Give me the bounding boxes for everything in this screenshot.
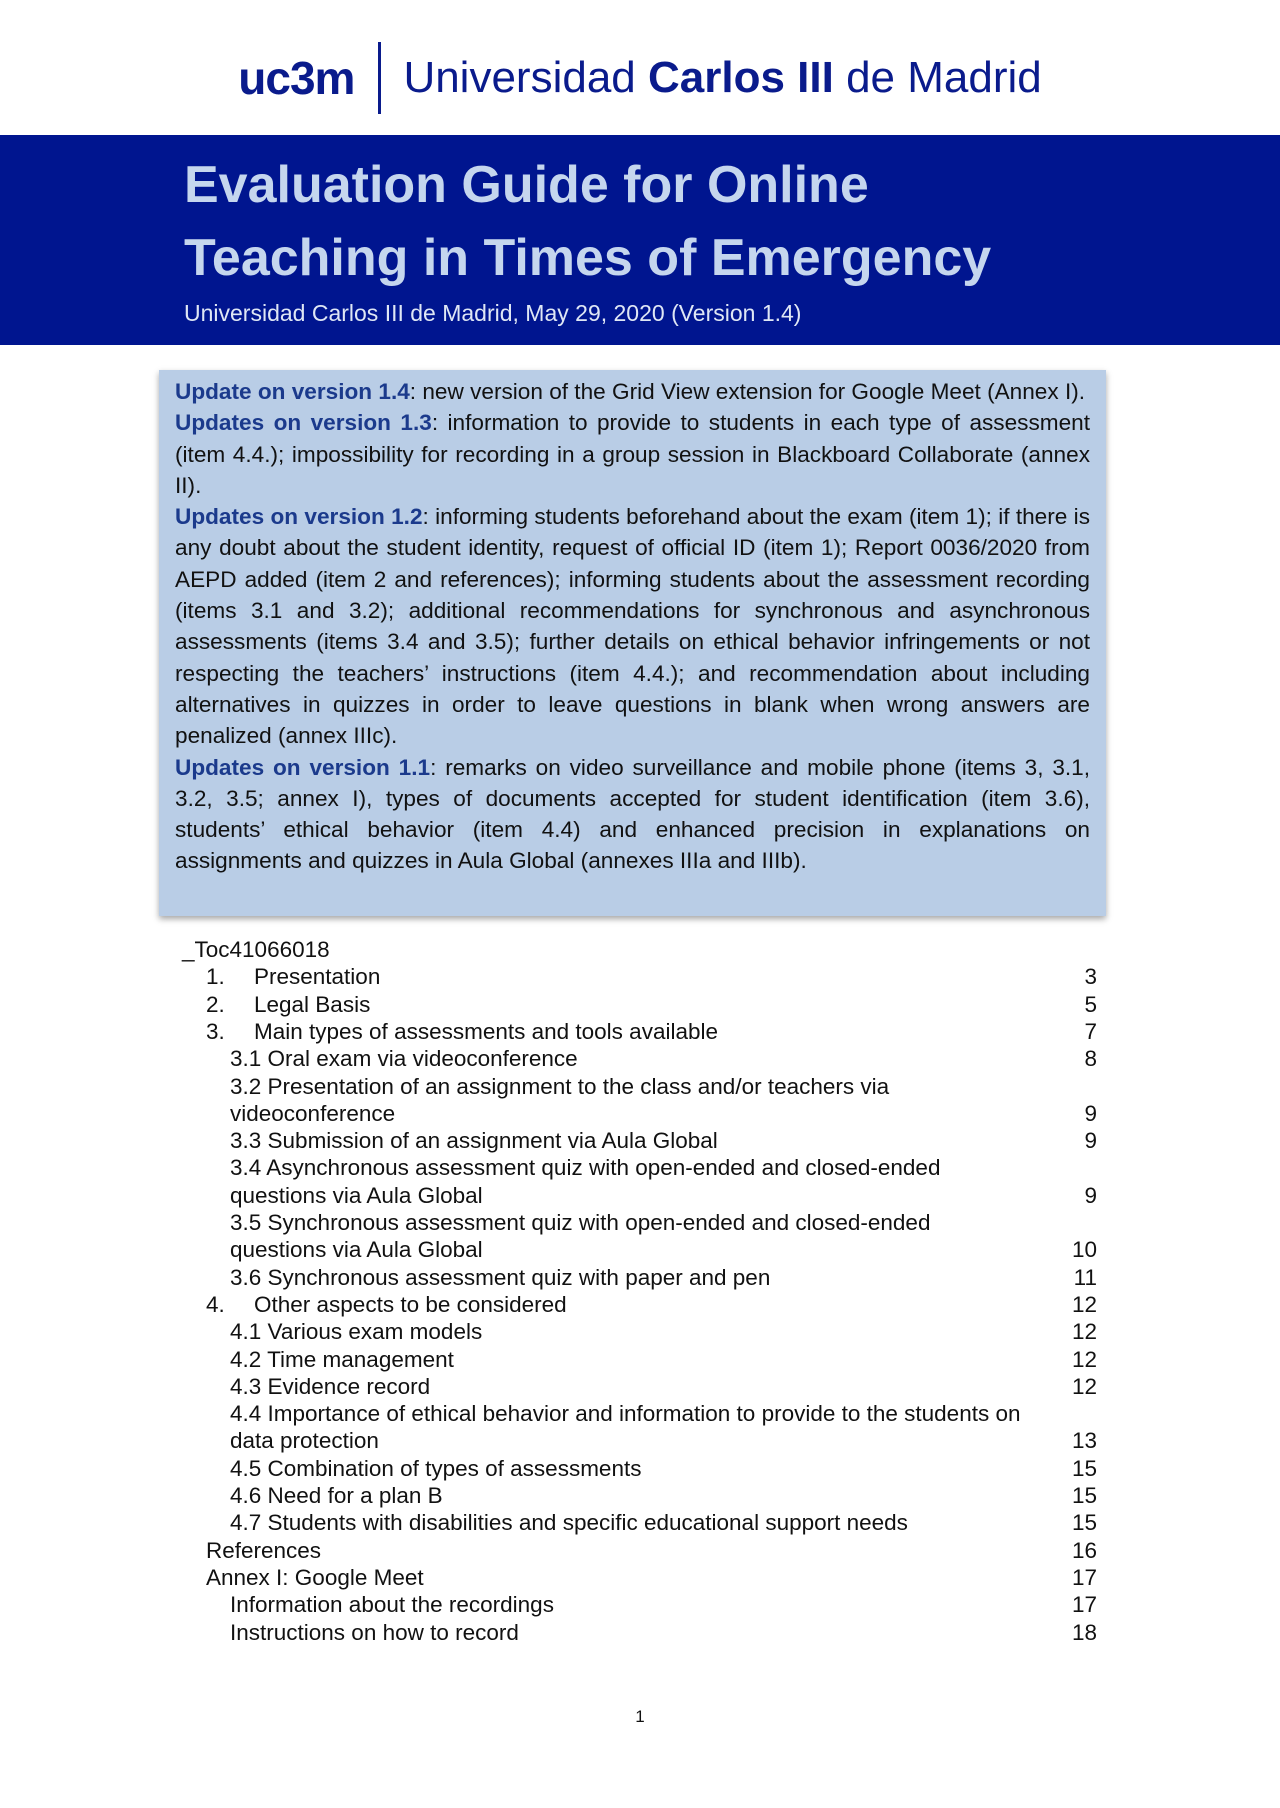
- update-text: : information to provide to students in each type of assessment (item 4.4.); impossibility for recording in a group session in Blackboard Collaborate (annex II).: [175, 410, 1090, 498]
- logo-full-pre: Universidad: [403, 53, 648, 102]
- toc-entry[interactable]: [230, 1400, 1021, 1427]
- toc-page-number: 5: [1084, 991, 1097, 1017]
- version-updates-box: [159, 370, 1106, 916]
- update-paragraph: [175, 501, 1090, 751]
- toc-entry[interactable]: [206, 1018, 718, 1045]
- update-label: Update on version 1.4: [175, 379, 410, 404]
- toc-page-number: 7: [1084, 1018, 1097, 1044]
- toc-page-number: 3: [1084, 964, 1097, 990]
- toc-entry-title: Information about the recordings: [230, 1592, 554, 1618]
- toc-entry[interactable]: [230, 1182, 483, 1209]
- toc-entry[interactable]: [230, 1100, 395, 1127]
- toc-entry[interactable]: [230, 1127, 718, 1154]
- toc-entry-title: 4.7 Students with disabilities and specific educational support needs: [230, 1510, 908, 1536]
- toc-entry-number: 4.: [206, 1291, 225, 1317]
- toc-page-number: 12: [1071, 1319, 1097, 1345]
- toc-anchor: _Toc41066018: [182, 937, 330, 962]
- toc-entry-title: 3.4 Asynchronous assessment quiz with open-ended and closed-ended: [230, 1155, 941, 1181]
- toc-entry[interactable]: [230, 1482, 443, 1509]
- update-paragraph: [175, 407, 1090, 501]
- title-banner: [0, 135, 1280, 345]
- title-line-2: Teaching in Times of Emergency: [184, 229, 992, 287]
- toc-page-number: 12: [1071, 1373, 1097, 1399]
- toc-entry-title: questions via Aula Global: [230, 1237, 483, 1263]
- toc-entry-title: Annex I: Google Meet: [206, 1564, 424, 1590]
- toc-entry[interactable]: [230, 1346, 454, 1373]
- update-text: : remarks on video surveillance and mobile phone (items 3, 3.1, 3.2, 3.5; annex I), types of documents accepted for student identification (item 3.6), students’ ethical behavior (item 4.4) and enhanced precision in explanations on assignments and quizzes in Aula Global (annexes IIIa and IIIb).: [175, 754, 1091, 874]
- toc-entry-title: 4.3 Evidence record: [230, 1373, 431, 1399]
- toc-page-number: 17: [1071, 1592, 1097, 1618]
- toc-entry[interactable]: [206, 963, 380, 990]
- toc-entry[interactable]: [230, 1455, 641, 1482]
- toc-page-number: 15: [1071, 1510, 1097, 1536]
- toc-entry[interactable]: [230, 1318, 482, 1345]
- toc-entry-title: Legal Basis: [254, 991, 371, 1017]
- toc-entry-title: Other aspects to be considered: [254, 1291, 567, 1317]
- toc-entry[interactable]: [230, 1045, 578, 1072]
- toc-entry-title: 4.4 Importance of ethical behavior and information to provide to the students on: [230, 1401, 1021, 1427]
- toc-entry[interactable]: [206, 1537, 321, 1564]
- toc-page-number: 9: [1084, 1128, 1097, 1154]
- toc-entry[interactable]: [230, 1509, 908, 1536]
- toc-page-number: 12: [1071, 1291, 1097, 1317]
- toc-entry[interactable]: [230, 1236, 483, 1263]
- toc-page-number: 13: [1071, 1428, 1097, 1454]
- title-line-1: Evaluation Guide for Online: [184, 156, 869, 214]
- toc-entry-number: 2.: [206, 991, 225, 1017]
- toc-entry-title: 3.6 Synchronous assessment quiz with paper and pen: [230, 1264, 771, 1290]
- toc-page-number: 16: [1071, 1537, 1097, 1563]
- document-subtitle: Universidad Carlos III de Madrid, May 29, 2020 (Version 1.4): [184, 300, 802, 326]
- document-title: [184, 149, 1184, 295]
- toc-entry[interactable]: [230, 1264, 770, 1291]
- toc-entry-number: 3.: [206, 1018, 225, 1044]
- toc-entry-number: 1.: [206, 964, 225, 990]
- update-label: Updates on version 1.1: [175, 754, 431, 780]
- logo-full-bold: Carlos III: [648, 53, 834, 102]
- toc-entry[interactable]: [230, 1619, 519, 1646]
- toc-page-number: 12: [1071, 1346, 1097, 1372]
- toc-page-number: 8: [1084, 1046, 1097, 1072]
- toc-entry-title: 4.5 Combination of types of assessments: [230, 1455, 642, 1481]
- page-number: 1: [635, 1707, 645, 1726]
- toc-entry[interactable]: [230, 1373, 430, 1400]
- logo-divider: [378, 42, 381, 114]
- toc-page-number: 9: [1084, 1100, 1097, 1126]
- toc-entry-title: 4.2 Time management: [230, 1346, 454, 1372]
- toc-page-number: 15: [1071, 1483, 1097, 1508]
- toc-entry-title: data protection: [230, 1428, 379, 1454]
- toc-entry-title: Instructions on how to record: [230, 1619, 519, 1645]
- toc-entry-title: References: [206, 1537, 322, 1563]
- logo-full-post: de Madrid: [833, 53, 1042, 102]
- update-text: : new version of the Grid View extension for Google Meet (Annex I).: [409, 379, 1086, 404]
- toc-entry[interactable]: [230, 1427, 379, 1454]
- toc-entry[interactable]: [230, 1591, 554, 1618]
- toc-entry-title: Presentation: [254, 964, 381, 990]
- toc-entry-title: Main types of assessments and tools available: [254, 1018, 718, 1044]
- toc-entry-title: 4.6 Need for a plan B: [230, 1483, 443, 1508]
- toc-entry[interactable]: [206, 1291, 567, 1318]
- update-label: Updates on version 1.3: [175, 410, 432, 436]
- update-label: Updates on version 1.2: [175, 504, 423, 530]
- toc-entry[interactable]: [206, 1564, 424, 1591]
- university-logo: [0, 38, 1280, 118]
- toc-entry-title: 4.1 Various exam models: [230, 1319, 483, 1345]
- update-paragraph: [175, 376, 1090, 407]
- logo-full-name: [403, 53, 1041, 103]
- toc-entry-title: questions via Aula Global: [230, 1182, 483, 1208]
- toc-entry-title: 3.2 Presentation of an assignment to the class and/or teachers via: [230, 1073, 890, 1099]
- toc-entry[interactable]: [230, 1209, 930, 1236]
- toc-page-number: 9: [1084, 1182, 1097, 1208]
- toc-page-number: 18: [1071, 1619, 1097, 1645]
- toc-entry-title: 3.1 Oral exam via videoconference: [230, 1046, 578, 1072]
- update-text: : informing students beforehand about the exam (item 1); if there is any doubt about the student identity, request of official ID (item 1); Report 0036/2020 from AEPD added (item 2 and references); informing students about the assessment recording (items 3.1 and 3.2); additional recommendations for synchronous and asynchronous assessments (items 3.4 and 3.5); further details on ethical behavior infringements or not respecting the teachers’ instructions (item 4.4.); and recommendation about including alternatives in quizzes in order to leave questions in blank when wrong answers are penalized (annex IIIc).: [175, 504, 1090, 749]
- toc-entry[interactable]: [206, 991, 370, 1018]
- toc-entry[interactable]: [230, 1154, 940, 1181]
- toc-entry[interactable]: [230, 1073, 889, 1100]
- toc-entry-title: 3.3 Submission of an assignment via Aula Global: [230, 1128, 718, 1154]
- toc-page-number: 15: [1071, 1455, 1097, 1481]
- toc-page-number: 11: [1073, 1264, 1097, 1290]
- toc-entry-title: 3.5 Synchronous assessment quiz with open-ended and closed-ended: [230, 1210, 931, 1235]
- toc-page-number: 10: [1071, 1237, 1097, 1263]
- toc-entry-title: videoconference: [230, 1100, 396, 1126]
- logo-short: uc3m: [238, 52, 355, 104]
- toc-page-number: 17: [1071, 1564, 1097, 1590]
- update-paragraph: [175, 752, 1090, 877]
